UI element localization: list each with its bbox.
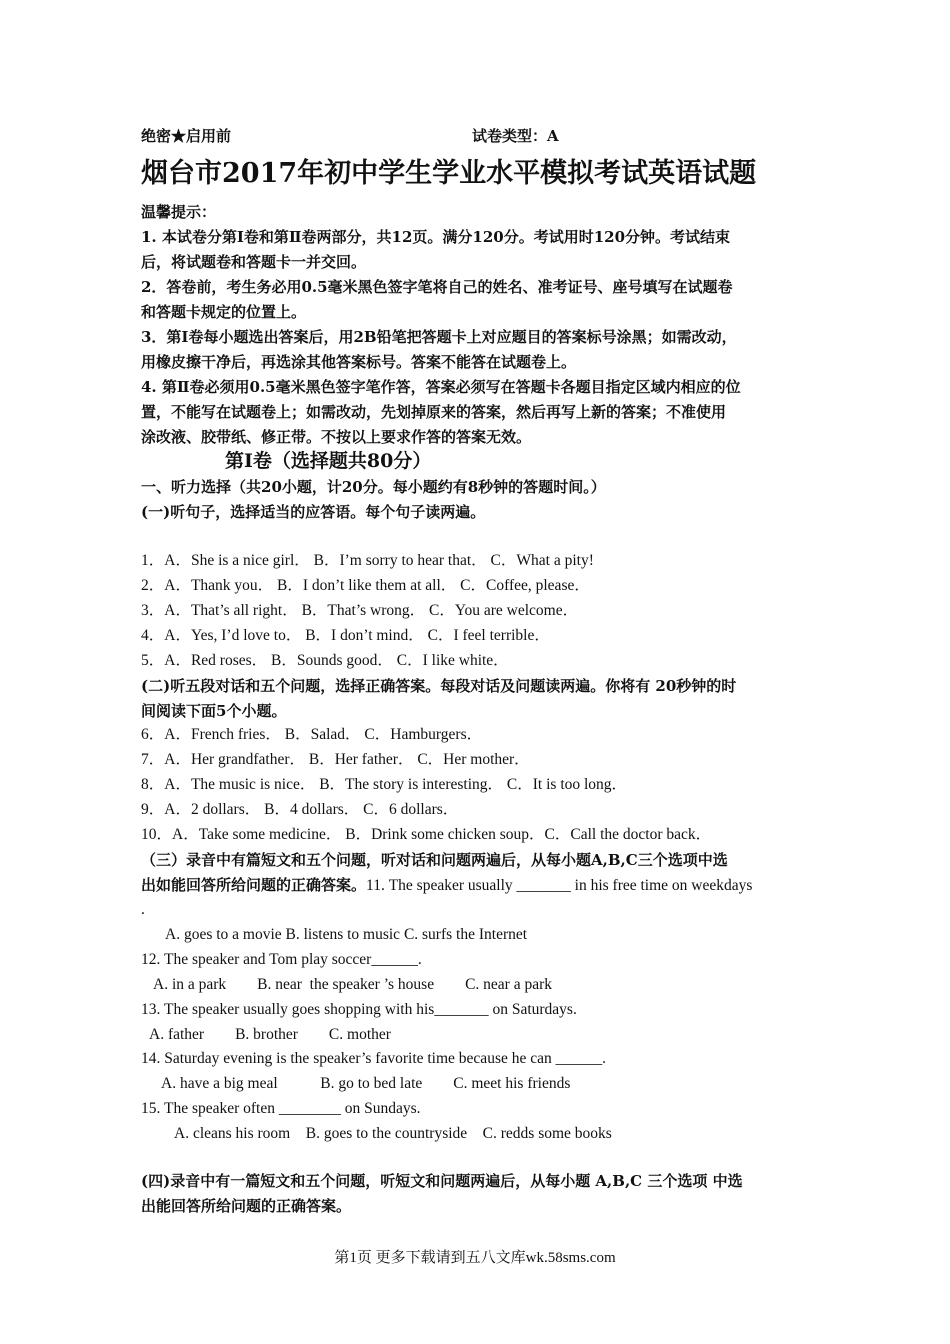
sub-heading-1: (一)听句子，选择适当的应答语。每个句子读两遍。 (141, 503, 486, 521)
question-15: 15. The speaker often ________ on Sundays. (141, 1100, 421, 1117)
notice-line: 涂改液、胶带纸、修正带。不按以上要求作答的答案无效。 (141, 428, 532, 446)
notice-line: 1. 本试卷分第Ⅰ卷和第Ⅱ卷两部分，共12页。满分120分。考试用时120分钟。考试结束 (141, 228, 731, 246)
paper-type-label: 试卷类型：A (472, 127, 559, 145)
notice-line: 后，将试题卷和答题卡一并交回。 (141, 253, 367, 271)
question-options: A. goes to a movie B. listens to music C. surfs the Internet (165, 926, 528, 943)
sub-heading-3: （三）录音中有篇短文和五个问题，听对话和问题两遍后，从每小题A,B,C三个选项中选 (141, 851, 728, 869)
notice-heading: 温馨提示： (141, 203, 217, 221)
notice-line: 用橡皮擦干净后，再选涂其他答案标号。答案不能答在试题卷上。 (141, 353, 577, 371)
question-item: 10．A．Take some medicine． B．Drink some chicken soup．C．Call the doctor back． (141, 826, 712, 843)
question-options: A. father B. brother C. mother (149, 1026, 391, 1043)
notice-line: 置，不能写在试题卷上；如需改动，先划掉原来的答案，然后再写上新的答案；不准使用 (141, 403, 727, 421)
sub-heading-3-line2 (141, 875, 752, 896)
question-item: 6．A．French fries． B．Salad． C．Hamburgers． (141, 726, 483, 743)
section-title: 第I卷（选择题共80分） (225, 450, 432, 472)
question-options: A. have a big meal B. go to bed late C. meet his friends (161, 1075, 571, 1092)
question-options: A. cleans his room B. goes to the countryside C. redds some books (174, 1125, 612, 1142)
question-11: 11. The speaker usually _______ in his free time on weekdays (366, 877, 753, 894)
sub-heading-4: (四)录音中有一篇短文和五个问题，听短文和问题两遍后，从每小题 A,B,C 三个选项 中选 (141, 1172, 743, 1190)
notice-line: 3．第Ⅰ卷每小题选出答案后，用2B铅笔把答题卡上对应题目的答案标号涂黑；如需改动， (141, 328, 737, 346)
question-item: 2．A．Thank you． B．I don’t like them at all． C．Coffee, please． (141, 577, 590, 594)
question-item: 5．A．Red roses． B．Sounds good． C．I like white． (141, 652, 509, 669)
page-footer: 第1页 更多下载请到五八文库wk.58sms.com (334, 1250, 616, 1266)
question-11-dot: . (141, 901, 145, 918)
notice-line: 2．答卷前，考生务必用0.5毫米黑色签字笔将自己的姓名、准考证号、座号填写在试题卷 (141, 278, 733, 296)
question-item: 7．A．Her grandfather． B．Her father． C．Her mother． (141, 751, 530, 768)
question-item: 3．A．That’s all right． B．That’s wrong． C．You are welcome． (141, 602, 579, 619)
sub-heading-2: 间阅读下面5个小题。 (141, 702, 287, 720)
question-item: 8．A．The music is nice． B．The story is interesting． C．It is too long． (141, 776, 628, 793)
sub-heading-2: (二)听五段对话和五个问题，选择正确答案。每段对话及问题读两遍。你将有 20秒钟的时 (141, 677, 737, 695)
part-heading: 一、听力选择（共20小题，计20分。每小题约有8秒钟的答题时间。） (141, 478, 606, 496)
notice-line: 4. 第Ⅱ卷必须用0.5毫米黑色签字笔作答，答案必须写在答题卡各题目指定区域内相应的位 (141, 378, 741, 396)
question-options: A. in a park B. near the speaker ’s house C. near a park (153, 976, 553, 993)
notice-line: 和答题卡规定的位置上。 (141, 303, 307, 321)
question-12: 12. The speaker and Tom play soccer______. (141, 951, 422, 968)
question-item: 9．A．2 dollars． B．4 dollars． C．6 dollars． (141, 801, 459, 818)
question-item: 1．A．She is a nice girl． B．I’m sorry to hear that． C．What a pity! (141, 552, 594, 569)
sub-heading-4: 出能回答所给问题的正确答案。 (141, 1197, 352, 1215)
question-13: 13. The speaker usually goes shopping with his_______ on Saturdays. (141, 1001, 577, 1018)
sub-heading-3-text: 出如能回答所给问题的正确答案。 (141, 876, 367, 894)
confidential-label: 绝密★启用前 (141, 127, 232, 145)
page-title: 烟台市2017年初中学生学业水平模拟考试英语试题 (141, 158, 757, 189)
question-14: 14. Saturday evening is the speaker’s favorite time because he can ______. (141, 1050, 606, 1067)
question-item: 4．A．Yes, I’d love to． B．I don’t mind． C．I feel terrible． (141, 627, 550, 644)
